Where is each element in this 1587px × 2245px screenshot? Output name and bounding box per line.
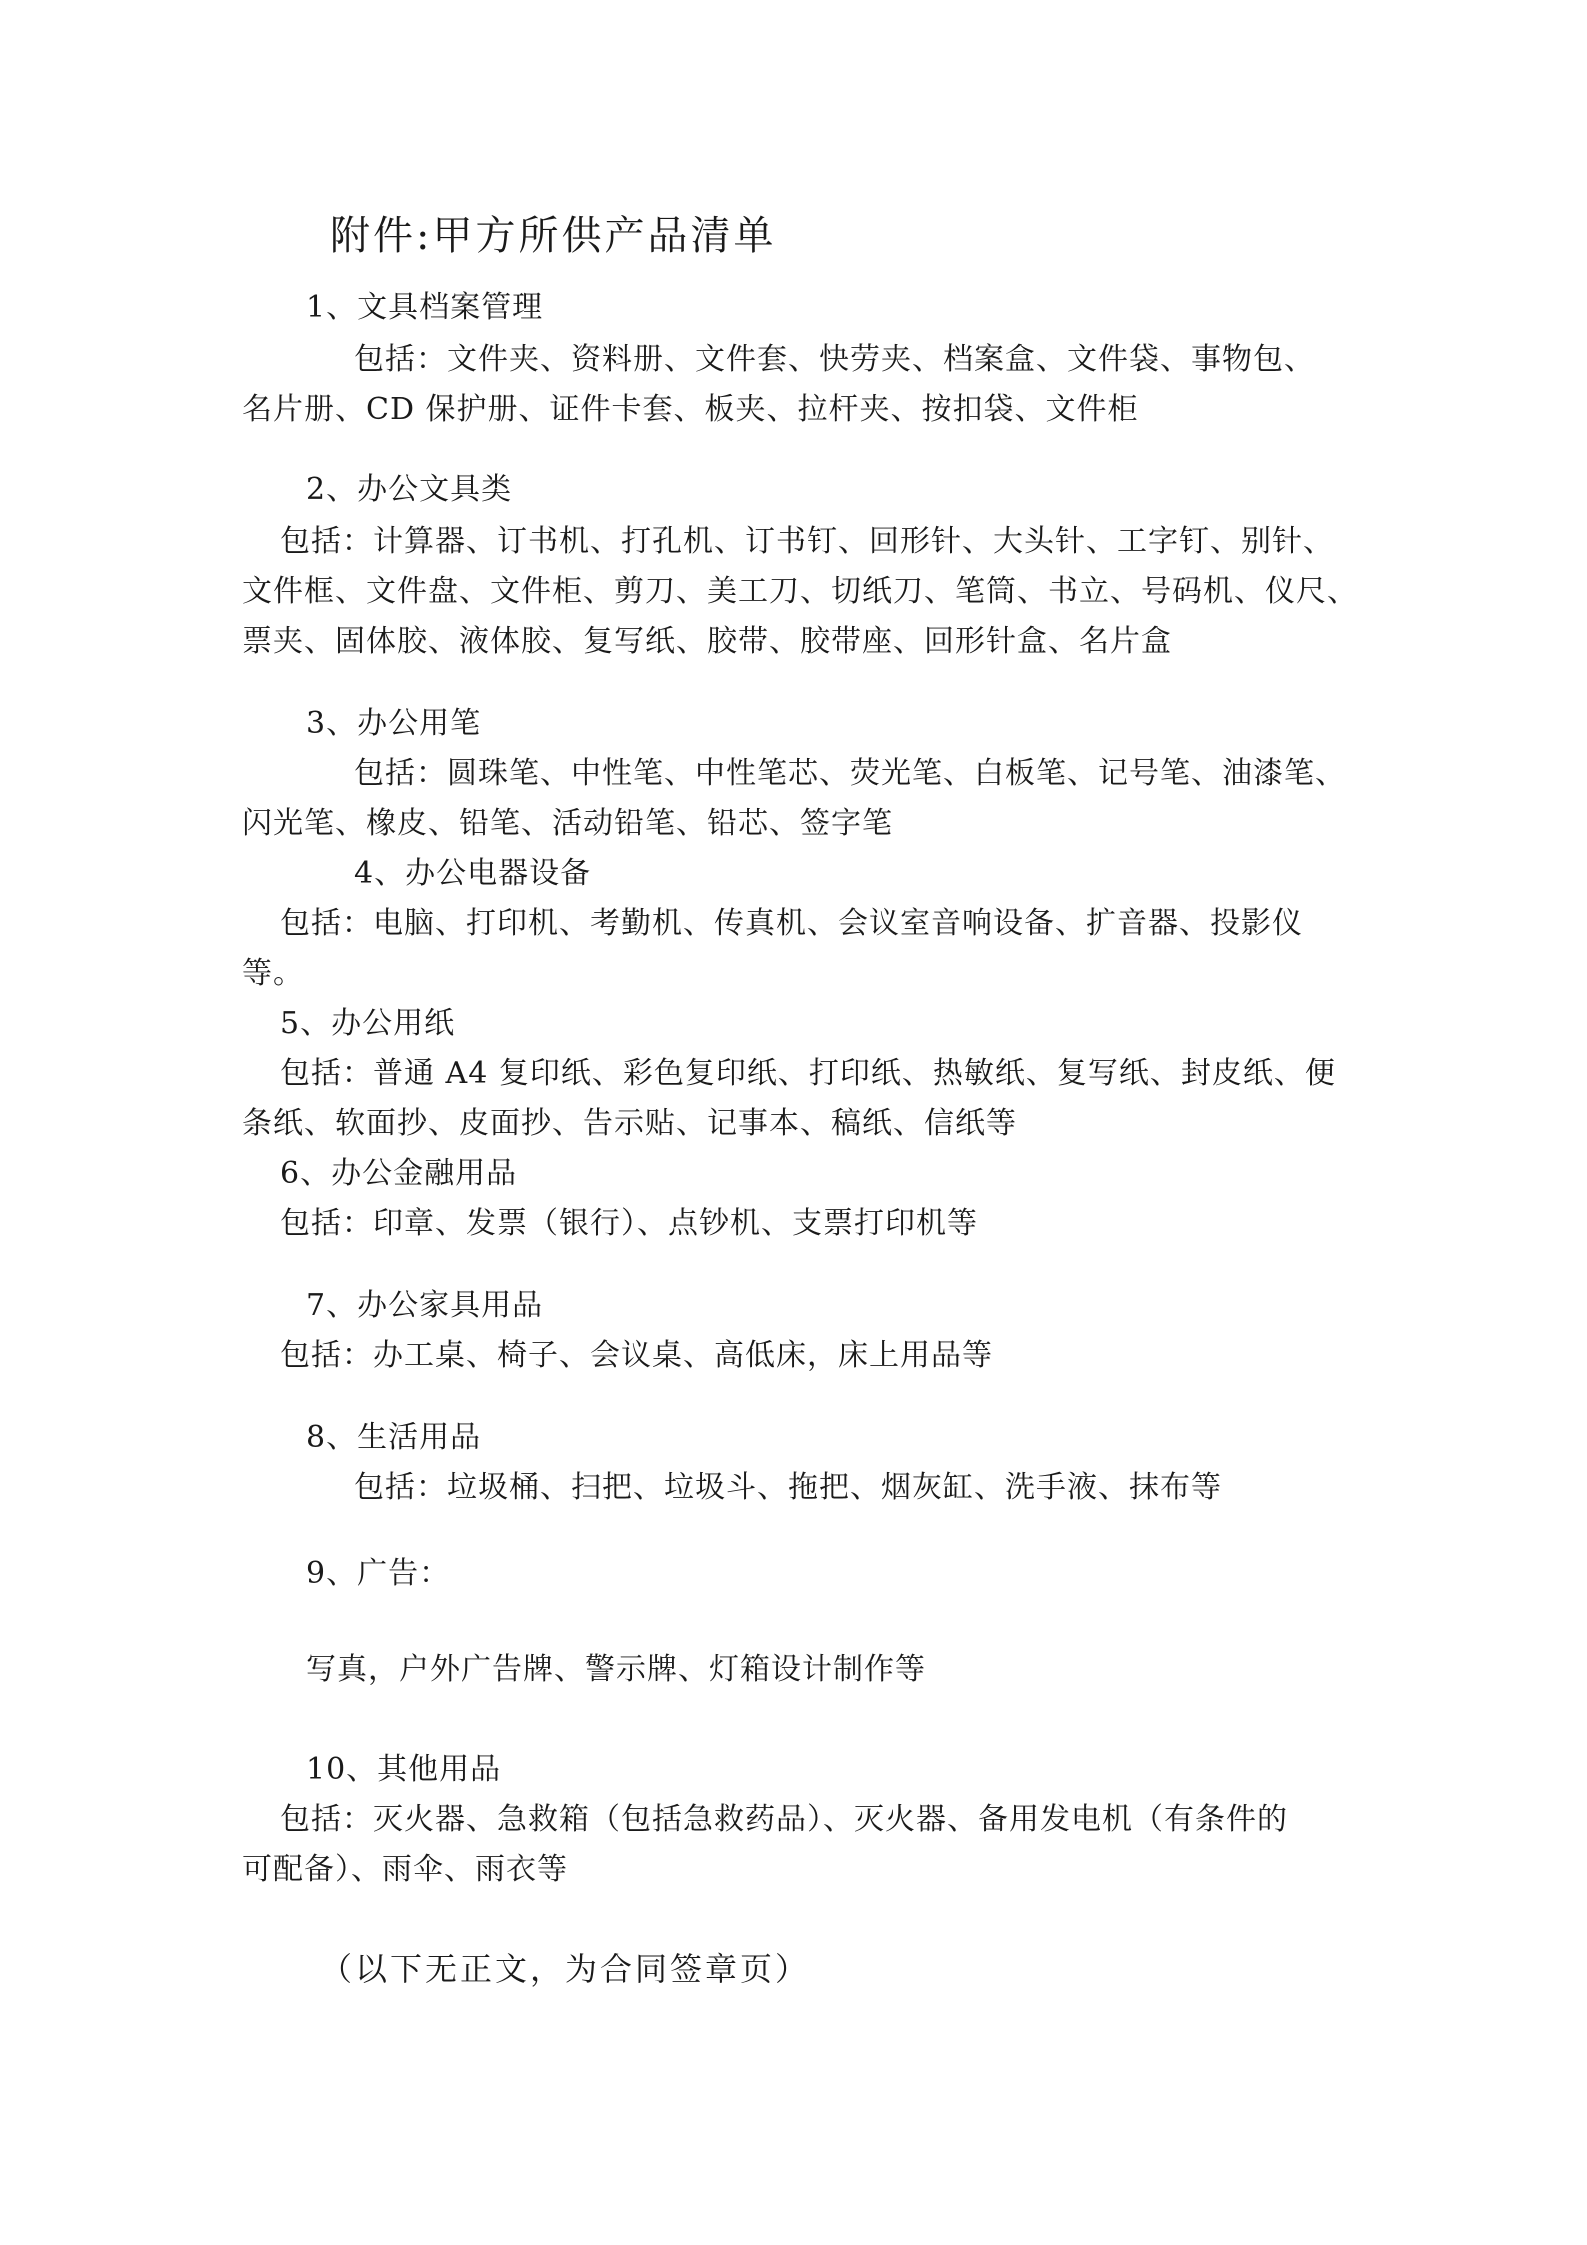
section-2-line-3: 票夹、固体胶、液体胶、复写纸、胶带、胶带座、回形针盒、名片盒 <box>242 624 1172 659</box>
section-8-line-1: 包括：垃圾桶、扫把、垃圾斗、拖把、烟灰缸、洗手液、抹布等 <box>354 1470 1222 1505</box>
page-title: 附件:甲方所供产品清单 <box>330 213 777 259</box>
section-7-line-1: 包括：办工桌、椅子、会议桌、高低床，床上用品等 <box>280 1338 993 1373</box>
section-heading-5: 5、办公用纸 <box>280 1006 456 1041</box>
section-5-line-2: 条纸、软面抄、皮面抄、告示贴、记事本、稿纸、信纸等 <box>242 1106 1017 1141</box>
section-heading-1: 1、文具档案管理 <box>306 290 544 325</box>
section-heading-3: 3、办公用笔 <box>306 706 482 741</box>
section-heading-2: 2、办公文具类 <box>306 472 513 507</box>
section-10-line-2: 可配备）、雨伞、雨衣等 <box>242 1852 568 1887</box>
section-heading-8: 8、生活用品 <box>306 1420 482 1455</box>
section-4-line-2: 等。 <box>242 956 304 991</box>
section-9-line-1-part-b: 灯箱设计制作等 <box>709 1652 926 1687</box>
section-10-line-1: 包括：灭火器、急救箱（包括急救药品）、灭火器、备用发电机（有条件的 <box>280 1802 1288 1837</box>
section-9-line-1 <box>306 1648 926 1692</box>
section-2-line-2: 文件框、文件盘、文件柜、剪刀、美工刀、切纸刀、笔筒、书立、号码机、仪尺、 <box>242 574 1358 609</box>
section-9-line-1-part-a: 写真，户外广告牌、警示牌、 <box>306 1652 709 1687</box>
section-2-line-1: 包括：计算器、订书机、打孔机、订书钉、回形针、大头针、工字钉、别针、 <box>280 524 1334 559</box>
closing-note: （以下无正文，为合同签章页） <box>320 1950 811 1988</box>
section-heading-7: 7、办公家具用品 <box>306 1288 544 1323</box>
section-heading-10: 10、其他用品 <box>306 1752 502 1787</box>
section-1-line-2: 名片册、CD 保护册、证件卡套、板夹、拉杆夹、按扣袋、文件柜 <box>242 392 1139 427</box>
section-3-line-1: 包括：圆珠笔、中性笔、中性笔芯、荧光笔、白板笔、记号笔、油漆笔、 <box>354 756 1346 791</box>
section-5-line-1: 包括：普通 A4 复印纸、彩色复印纸、打印纸、热敏纸、复写纸、封皮纸、便 <box>280 1056 1336 1091</box>
section-heading-4: 4、办公电器设备 <box>354 856 592 891</box>
section-heading-6: 6、办公金融用品 <box>280 1156 518 1191</box>
section-3-line-2: 闪光笔、橡皮、铅笔、活动铅笔、铅芯、签字笔 <box>242 806 893 841</box>
section-6-line-1: 包括：印章、发票（银行）、点钞机、支票打印机等 <box>280 1206 978 1241</box>
section-heading-9: 9、广告： <box>306 1556 451 1591</box>
section-4-line-1: 包括：电脑、打印机、考勤机、传真机、会议室音响设备、扩音器、投影仪 <box>280 906 1303 941</box>
section-1-line-1: 包括：文件夹、资料册、文件套、快劳夹、档案盒、文件袋、事物包、 <box>354 342 1315 377</box>
